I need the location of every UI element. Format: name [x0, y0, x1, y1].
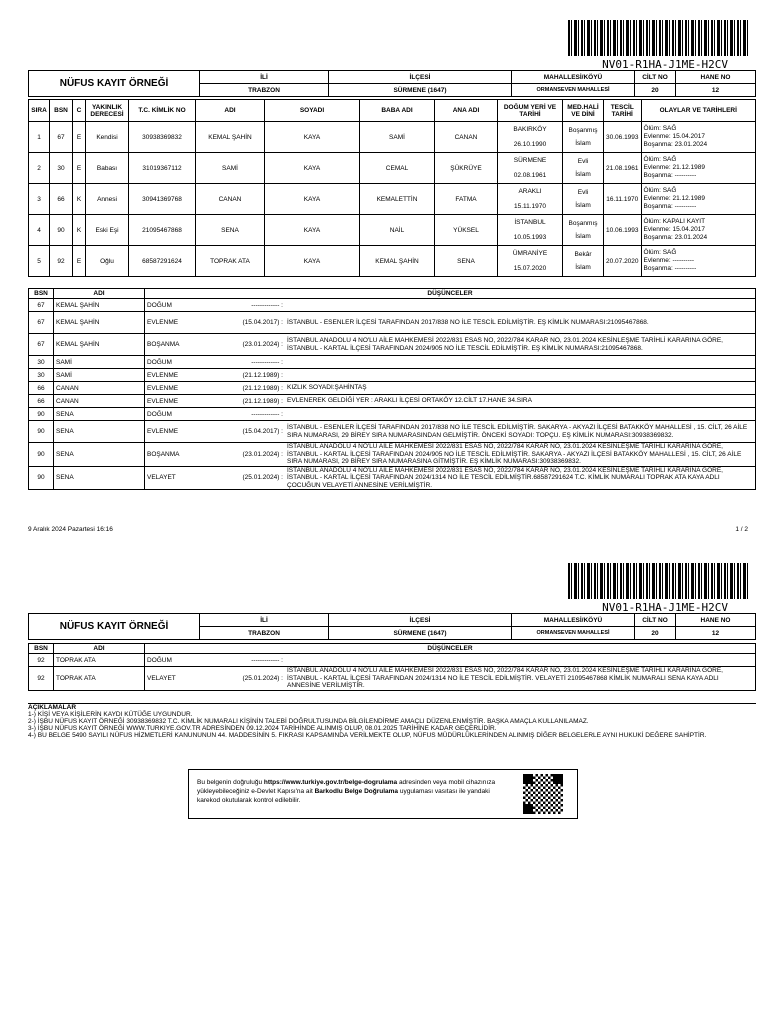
cell-tc: 30941369768 [129, 184, 196, 215]
cell-cinsiyet: E [73, 122, 86, 153]
page-title-2: NÜFUS KAYIT ÖRNEĞİ [29, 614, 200, 640]
table-row [29, 184, 756, 215]
cell-bsn: 90 [50, 215, 73, 246]
obs-tarih: ------------- : [229, 408, 285, 421]
table-row [29, 122, 756, 153]
obs-olay: DOĞUM [145, 654, 230, 667]
value-il: TRABZON [200, 84, 329, 97]
obs-aciklama: İSTANBUL - ESENLER İLÇESİ TARAFINDAN 2017/838 NO İLE TESCİL EDİLMİŞTİR. EŞ KİMLİK NUMARASI:21095467868. [285, 312, 756, 334]
cell-adi: TOPRAK ATA [196, 246, 265, 277]
col-ana: ANA ADI [435, 100, 498, 122]
cell-olaylar: Ölüm: SAĞ Evlenme: 21.12.1989 Boşanma: ---------- [641, 184, 755, 215]
dogum-tarihi: 10.05.1993 [513, 234, 547, 241]
obs-tarih: (25.01.2024) : [229, 667, 285, 691]
cell-medeni [563, 215, 604, 246]
cell-tescil: 10.06.1993 [604, 215, 642, 246]
print-date: 9 Aralık 2024 Pazartesi 16:16 [28, 526, 113, 533]
obs-bsn: 67 [29, 334, 54, 356]
obs-aciklama [285, 654, 756, 667]
obs-tarih: (15.04.2017) : [229, 421, 285, 443]
obs-adi: SENA [54, 443, 145, 467]
value-hane: 12 [676, 84, 756, 97]
col-c: C [73, 100, 86, 122]
col-olaylar: OLAYLAR VE TARİHLERİ [641, 100, 755, 122]
cell-yakinlik: Oğlu [86, 246, 129, 277]
notes-section [28, 703, 756, 739]
cell-dogum [498, 122, 563, 153]
value-il-2: TRABZON [200, 627, 329, 640]
obs-row [29, 334, 756, 356]
verify-url[interactable]: https://www.turkiye.gov.tr/belge-dogrulama [263, 779, 398, 786]
cell-adi: SENA [196, 215, 265, 246]
obs-row [29, 299, 756, 312]
cell-olaylar: Ölüm: SAĞ Evlenme: 15.04.2017 Boşanma: 23.01.2024 [641, 122, 755, 153]
cell-soyadi: KAYA [265, 246, 360, 277]
cell-medeni [563, 153, 604, 184]
medeni-hal: Evli [577, 158, 589, 165]
obs-adi: SENA [54, 421, 145, 443]
cell-dogum [498, 184, 563, 215]
cell-yakinlik: Kendisi [86, 122, 129, 153]
cell-bsn: 30 [50, 153, 73, 184]
obs-tarih: (23.01.2024) : [229, 334, 285, 356]
cell-cinsiyet: E [73, 153, 86, 184]
cell-olaylar: Ölüm: SAĞ Evlenme: 21.12.1989 Boşanma: ---------- [641, 153, 755, 184]
cell-dogum [498, 246, 563, 277]
medeni-hal: Evli [577, 189, 589, 196]
label-cilt: CİLT NO [635, 71, 676, 84]
cell-ana: CANAN [435, 122, 498, 153]
obs-adi: KEMAL ŞAHİN [54, 312, 145, 334]
obs-tarih: (21.12.1989) : [229, 395, 285, 408]
obs-adi: SENA [54, 466, 145, 490]
note-item: 1-) KİŞİ VEYA KİŞİLERİN KAYDI KÜTÜĞE UYGUNDUR. [28, 711, 193, 718]
obs-bsn: 90 [29, 443, 54, 467]
obs-bsn: 67 [29, 299, 54, 312]
din: İslam [575, 233, 591, 240]
cell-tc: 21095467868 [129, 215, 196, 246]
obs-tarih: ------------- : [229, 299, 285, 312]
document-id-2: NV01-R1HA-J1ME-H2CV [602, 601, 728, 614]
obs-row [29, 421, 756, 443]
obs-tarih: (23.01.2024) : [229, 443, 285, 467]
obs-tarih: ------------- : [229, 654, 285, 667]
col-tc: T.C. KİMLİK NO [129, 100, 196, 122]
obs-col-dusunceler: DÜŞÜNCELER [145, 289, 756, 299]
obs-bsn: 92 [29, 667, 54, 691]
din: İslam [575, 171, 591, 178]
obs-olay: DOĞUM [145, 356, 230, 369]
obs-adi: CANAN [54, 382, 145, 395]
cell-baba: SAMİ [360, 122, 435, 153]
note-item: 2-) İŞBU NÜFUS KAYIT ÖRNEĞİ 30938369832 T.C. KİMLİK NUMARALI KİŞİNİN TALEBİ DOĞRULTUSUNDA BİLGİLENDİRME AMAÇLI DÜZENLENMİŞTİR. BAŞKA AMAÇLA KULLANILAMAZ. [28, 718, 589, 725]
cell-tc: 30938369832 [129, 122, 196, 153]
obs-adi: SAMİ [54, 369, 145, 382]
obs-row [29, 667, 756, 691]
obs-aciklama: İSTANBUL - ESENLER İLÇESİ TARAFINDAN 2017/838 NO İLE TESCİL EDİLMİŞTİR. SAKARYA - AKYAZI İLÇESİ BATAKKÖY MAHALLESİ , 15. CİLT, 26 AİLE SIRA NUMARASI, 29 BİREY SIRA NUMARASINDAN GELMİŞTİR. ÖNCEKİ SOYADI: TOPÇU. EŞ KİMLİK NUMARASI:30938369832. [285, 421, 756, 443]
col-tescil: TESCİL TARİHİ [604, 100, 642, 122]
obs-aciklama [285, 356, 756, 369]
dogum-tarihi: 02.08.1961 [513, 172, 547, 179]
col-sira: SIRA [29, 100, 50, 122]
obs-row [29, 312, 756, 334]
cell-ana: SENA [435, 246, 498, 277]
note-item: 3-) İŞBU NÜFUS KAYIT ÖRNEĞİ WWW.TURKIYE.GOV.TR ADRESİNDEN 09.12.2024 TARİHİNDE ALINMIŞ OLUP, 08.01.2025 TARİHİNE KADAR GEÇERLİDİR. [28, 725, 497, 732]
value-cilt-2: 20 [635, 627, 676, 640]
obs-aciklama [285, 299, 756, 312]
cell-cinsiyet: E [73, 246, 86, 277]
dogum-tarihi: 26.10.1990 [513, 141, 547, 148]
obs-row [29, 356, 756, 369]
document-id: NV01-R1HA-J1ME-H2CV [602, 58, 728, 71]
obs-aciklama: İSTANBUL ANADOLU 4 NO'LU AİLE MAHKEMESİ 2022/831 ESAS NO, 2022/784 KARAR NO, 23.01.2024 KESİNLEŞME TARİHLİ KARARINA GÖRE, İSTANBUL - KARTAL İLÇESİ TARAFINDAN 2024/905 NO İLE TESCİL EDİLMİŞTİR. SAKARYA - AKYAZI İLÇESİ BATAKKÖY MAHALLESİ , 15. CİLT, 26 AİLE SIRA NUMARASI, 29 BİREY SIRA NUMARASINA GİTMİŞTİR. EŞ KİMLİK NUMARASI:30938369832. [285, 443, 756, 467]
obs-olay: EVLENME [145, 395, 230, 408]
col-soyadi: SOYADI [265, 100, 360, 122]
obs-tarih: (21.12.1989) : [229, 369, 285, 382]
cell-sira: 3 [29, 184, 50, 215]
obs-olay: BOŞANMA [145, 443, 230, 467]
obs-olay: VELAYET [145, 466, 230, 490]
obs-bsn: 66 [29, 395, 54, 408]
obs-row [29, 408, 756, 421]
label-mahalle-2: MAHALLESİ/KÖYÜ [512, 614, 635, 627]
header-table [28, 70, 756, 97]
obs-bsn: 90 [29, 408, 54, 421]
obs-olay: EVLENME [145, 382, 230, 395]
obs-adi: TOPRAK ATA [54, 667, 145, 691]
obs-adi: SAMİ [54, 356, 145, 369]
barcode-image [568, 20, 748, 56]
cell-ana: FATMA [435, 184, 498, 215]
cell-tescil: 30.06.1993 [604, 122, 642, 153]
obs-aciklama [285, 408, 756, 421]
observations-table-2 [28, 643, 756, 691]
verify-app: Barkodlu Belge Doğrulama [314, 788, 399, 795]
dogum-yeri: SÜRMENE [513, 157, 547, 164]
dogum-yeri: İSTANBUL [514, 219, 546, 226]
table-row [29, 246, 756, 277]
header-table-2 [28, 613, 756, 640]
obs-adi: TOPRAK ATA [54, 654, 145, 667]
cell-soyadi: KAYA [265, 153, 360, 184]
persons-table [28, 99, 756, 277]
cell-dogum [498, 215, 563, 246]
verify-text-2: adresinden veya mobil cihazınıza yükleyebileceğiniz e-Devlet Kapısı'na ait [197, 779, 496, 795]
page-number: 1 / 2 [735, 526, 748, 533]
note-item: 4-) BU BELGE 5490 SAYILI NÜFUS HİZMETLERİ KANUNUNUN 44. MADDESİNİN 5. FIKRASI KAPSAMINDA VERİLMEKTE OLUP, NÜFUS MÜDÜRLÜKLERİNDEN ALINMIŞ DİĞER BELGELERLE AYNI HUKUKİ DEĞERE SAHİPTİR. [28, 732, 707, 739]
din: İslam [575, 264, 591, 271]
cell-bsn: 92 [50, 246, 73, 277]
cell-dogum [498, 153, 563, 184]
cell-olaylar: Ölüm: KAPALI KAYIT Evlenme: 15.04.2017 Boşanma: 23.01.2024 [641, 215, 755, 246]
table-row [29, 153, 756, 184]
cell-adi: SAMİ [196, 153, 265, 184]
cell-medeni [563, 122, 604, 153]
obs-olay: DOĞUM [145, 299, 230, 312]
dogum-yeri: BAKIRKÖY [513, 126, 547, 133]
cell-tescil: 21.08.1961 [604, 153, 642, 184]
cell-soyadi: KAYA [265, 215, 360, 246]
obs-row [29, 654, 756, 667]
obs-tarih: ------------- : [229, 356, 285, 369]
obs-bsn: 30 [29, 369, 54, 382]
table-row [29, 215, 756, 246]
col-bsn: BSN [50, 100, 73, 122]
cell-cinsiyet: K [73, 184, 86, 215]
cell-bsn: 66 [50, 184, 73, 215]
value-hane-2: 12 [676, 627, 756, 640]
obs-olay: BOŞANMA [145, 334, 230, 356]
obs-tarih: (21.12.1989) : [229, 382, 285, 395]
obs-row [29, 443, 756, 467]
cell-baba: KEMALETTİN [360, 184, 435, 215]
cell-soyadi: KAYA [265, 122, 360, 153]
obs-aciklama: EVLENEREK GELDİĞİ YER : ARAKLI İLÇESİ ORTAKÖY 12.CİLT 17.HANE 34.SIRA [285, 395, 756, 408]
observations-table-1 [28, 288, 756, 490]
cell-tescil: 16.11.1970 [604, 184, 642, 215]
cell-sira: 4 [29, 215, 50, 246]
cell-yakinlik: Babası [86, 153, 129, 184]
qr-code-image [523, 774, 563, 814]
obs-row [29, 382, 756, 395]
obs-tarih: (15.04.2017) : [229, 312, 285, 334]
obs-bsn: 66 [29, 382, 54, 395]
label-ilce-2: İLÇESİ [329, 614, 512, 627]
din: İslam [575, 202, 591, 209]
col-dogum: DOĞUM YERİ VE TARİHİ [498, 100, 563, 122]
page-title: NÜFUS KAYIT ÖRNEĞİ [29, 71, 200, 97]
obs-olay: DOĞUM [145, 408, 230, 421]
obs-olay: EVLENME [145, 312, 230, 334]
label-cilt-2: CİLT NO [635, 614, 676, 627]
obs-col-adi-2: ADI [54, 644, 145, 654]
col-med: MED.HALİ VE DİNİ [563, 100, 604, 122]
cell-sira: 2 [29, 153, 50, 184]
obs-olay: EVLENME [145, 369, 230, 382]
verification-box [188, 769, 578, 819]
cell-adi: KEMAL ŞAHİN [196, 122, 265, 153]
din: İslam [575, 140, 591, 147]
obs-bsn: 30 [29, 356, 54, 369]
cell-tc: 31019367112 [129, 153, 196, 184]
obs-aciklama: KIZLIK SOYADI:ŞAHİNTAŞ [285, 382, 756, 395]
obs-col-bsn-2: BSN [29, 644, 54, 654]
obs-bsn: 67 [29, 312, 54, 334]
value-mahalle-2: ORMANSEVEN MAHALLESİ [512, 627, 635, 640]
notes-title: AÇIKLAMALAR [28, 704, 77, 711]
obs-aciklama: İSTANBUL ANADOLU 4 NO'LU AİLE MAHKEMESİ 2022/831 ESAS NO, 2022/784 KARAR NO, 23.01.2024 KESİNLEŞME TARİHLİ KARARINA GÖRE, İSTANBUL - KARTAL İLÇESİ TARAFINDAN 2024/1314 NO İLE TESCİL EDİLMİŞTİR. VELAYETİ 21095467868 KİMLİK NUMARALI SENA KAYA ADLI ANNESİNE VERİLMİŞTİR. [285, 667, 756, 691]
obs-aciklama [285, 369, 756, 382]
obs-bsn: 90 [29, 466, 54, 490]
cell-yakinlik: Annesi [86, 184, 129, 215]
document-page-2 [0, 555, 768, 995]
cell-soyadi: KAYA [265, 184, 360, 215]
cell-ana: YÜKSEL [435, 215, 498, 246]
obs-bsn: 92 [29, 654, 54, 667]
obs-col-dusunceler-2: DÜŞÜNCELER [145, 644, 756, 654]
dogum-tarihi: 15.07.2020 [513, 265, 547, 272]
obs-olay: VELAYET [145, 667, 230, 691]
cell-tescil: 20.07.2020 [604, 246, 642, 277]
dogum-yeri: ARAKLI [518, 188, 542, 195]
obs-tarih: (25.01.2024) : [229, 466, 285, 490]
obs-aciklama: İSTANBUL ANADOLU 4 NO'LU AİLE MAHKEMESİ 2022/831 ESAS NO, 2022/784 KARAR NO, 23.01.2024 KESİNLEŞME TARİHLİ KARARINA GÖRE, İSTANBUL - KARTAL İLÇESİ TARAFINDAN 2024/1314 NO İLE TESCİL EDİLMİŞTİR.68587291624 T.C. KİMLİK NUMARALI TOPRAK ATA KAYA ADLI ÇOCUĞUN VELAYETİ ANNESİNE VERİLMİŞTİR. [285, 466, 756, 490]
cell-baba: CEMAL [360, 153, 435, 184]
barcode-image-2 [568, 563, 748, 599]
label-hane-2: HANE NO [676, 614, 756, 627]
value-cilt: 20 [635, 84, 676, 97]
cell-bsn: 67 [50, 122, 73, 153]
cell-adi: CANAN [196, 184, 265, 215]
obs-aciklama: İSTANBUL ANADOLU 4 NO'LU AİLE MAHKEMESİ 2022/831 ESAS NO, 2022/784 KARAR NO, 23.01.2024 KESİNLEŞME TARİHLİ KARARINA GÖRE, İSTANBUL - KARTAL İLÇESİ TARAFINDAN 2024/905 NO İLE TESCİL EDİLMİŞTİR. EŞ KİMLİK NUMARASI:21095467868. [285, 334, 756, 356]
obs-adi: KEMAL ŞAHİN [54, 334, 145, 356]
cell-sira: 1 [29, 122, 50, 153]
label-hane: HANE NO [676, 71, 756, 84]
cell-olaylar: Ölüm: SAĞ Evlenme: ---------- Boşanma: ---------- [641, 246, 755, 277]
medeni-hal: Boşanmış [568, 127, 598, 134]
cell-baba: KEMAL ŞAHİN [360, 246, 435, 277]
obs-adi: KEMAL ŞAHİN [54, 299, 145, 312]
dogum-yeri: ÜMRANİYE [512, 250, 548, 257]
obs-row [29, 369, 756, 382]
cell-sira: 5 [29, 246, 50, 277]
medeni-hal: Boşanmış [568, 220, 598, 227]
verification-text [197, 778, 497, 805]
label-mahalle: MAHALLESİ/KÖYÜ [512, 71, 635, 84]
label-il-2: İLİ [200, 614, 329, 627]
verify-text-3: uygulaması vasıtası ile yandaki karekod okutularak kontrol edilebilir. [197, 788, 490, 804]
cell-medeni [563, 246, 604, 277]
cell-baba: NAİL [360, 215, 435, 246]
col-baba: BABA ADI [360, 100, 435, 122]
label-il: İLİ [200, 71, 329, 84]
cell-yakinlik: Eski Eşi [86, 215, 129, 246]
value-mahalle: ORMANSEVEN MAHALLESİ [512, 84, 635, 97]
obs-adi: CANAN [54, 395, 145, 408]
dogum-tarihi: 15.11.1970 [513, 203, 547, 210]
cell-ana: ŞÜKRÜYE [435, 153, 498, 184]
verify-text-1: Bu belgenin doğruluğu [197, 779, 264, 786]
obs-col-bsn: BSN [29, 289, 54, 299]
obs-col-adi: ADI [54, 289, 145, 299]
value-ilce: SÜRMENE (1647) [329, 84, 512, 97]
obs-row [29, 395, 756, 408]
obs-adi: SENA [54, 408, 145, 421]
col-adi: ADI [196, 100, 265, 122]
obs-bsn: 90 [29, 421, 54, 443]
obs-olay: EVLENME [145, 421, 230, 443]
cell-tc: 68587291624 [129, 246, 196, 277]
cell-medeni [563, 184, 604, 215]
obs-row [29, 466, 756, 490]
value-ilce-2: SÜRMENE (1647) [329, 627, 512, 640]
label-ilce: İLÇESİ [329, 71, 512, 84]
cell-cinsiyet: K [73, 215, 86, 246]
col-yakinlik: YAKINLIK DERECESİ [86, 100, 129, 122]
medeni-hal: Bekâr [574, 251, 592, 258]
